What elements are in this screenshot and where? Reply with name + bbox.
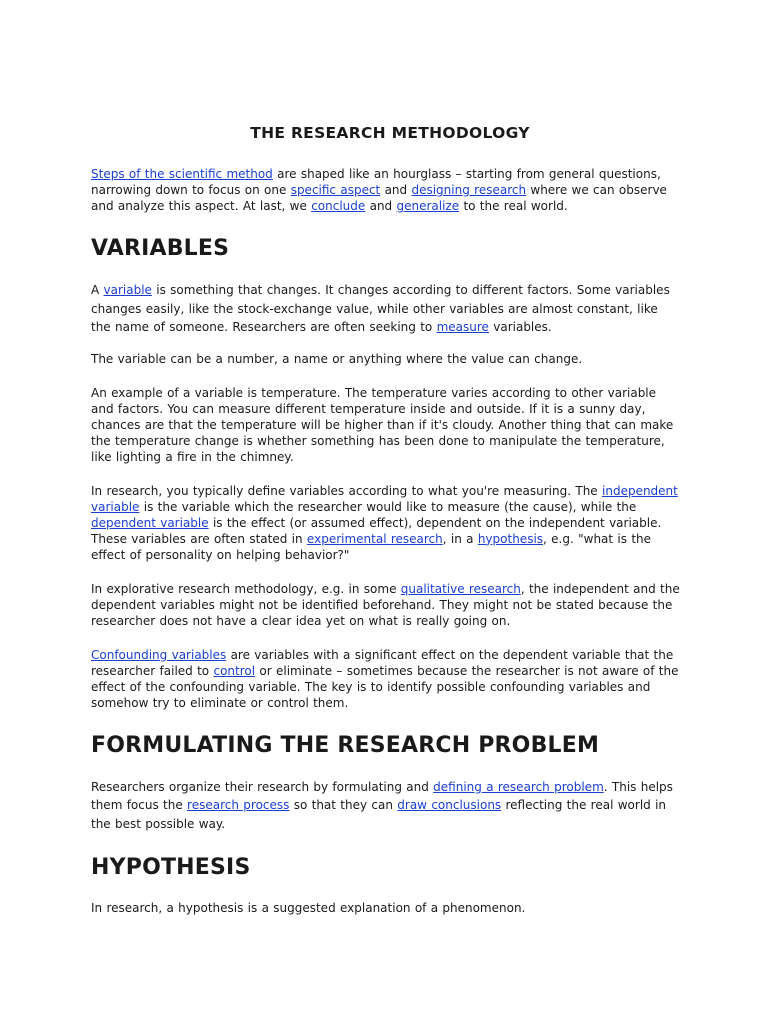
link-defining-research-problem[interactable]: defining a research problem bbox=[433, 779, 604, 794]
link-draw-conclusions[interactable]: draw conclusions bbox=[397, 798, 502, 812]
link-specific-aspect[interactable]: specific aspect bbox=[290, 183, 381, 197]
link-variable[interactable]: variable bbox=[103, 283, 152, 297]
variables-paragraph-3: An example of a variable is temperature. The temperature varies according to other variable and factors. You can measure different temperature inside and outside. If it is a sunny day, chances are that the temperature will be higher than if it's cloudy. Another thing that can make the temperature change is whether something has been done to manipulate the temperature, like lighting a fire in the chimney. bbox=[91, 385, 674, 464]
link-hypothesis[interactable]: hypothesis bbox=[477, 531, 544, 546]
link-measure[interactable]: measure bbox=[436, 320, 489, 334]
link-research-process[interactable]: research process bbox=[187, 798, 290, 812]
link-experimental-research[interactable]: experimental research bbox=[306, 531, 443, 546]
intro-paragraph: Steps of the scientific method are shaped like an hourglass – starting from general questions, narrowing down to focus on one specific aspect and designing research where we can observe and analyze this aspect. At last, we conclude and generalize to the real world. bbox=[91, 167, 667, 213]
variables-paragraph-4: In research, you typically define variables according to what you're measuring. The independent variable is the variable which the researcher would like to measure (the cause), while the dependent variable is the effect (or assumed effect), dependent on the independent variable. These variables are often stated in experimental research, in a hypothesis, e.g. "what is the effect of personality on helping behavior?" bbox=[91, 483, 678, 562]
heading-variables: VARIABLES bbox=[91, 236, 230, 261]
link-conclude[interactable]: conclude bbox=[311, 199, 366, 213]
problem-paragraph-1: Researchers organize their research by formulating and defining a research problem. This helps them focus the research process so that they can draw conclusions reflecting the real world in the best possible way. bbox=[91, 779, 673, 831]
document-page bbox=[91, 124, 681, 930]
variables-paragraph-2: The variable can be a number, a name or anything where the value can change. bbox=[91, 351, 583, 366]
heading-formulating-research-problem: FORMULATING THE RESEARCH PROBLEM bbox=[91, 732, 600, 758]
link-dependent-variable[interactable]: dependent variable bbox=[91, 515, 209, 530]
variables-paragraph-5: In explorative research methodology, e.g. in some qualitative research, the independent and the dependent variables might not be identified beforehand. They might not be stated because the researcher does not have a clear idea yet on what is really going on. bbox=[91, 581, 680, 628]
link-steps-scientific-method[interactable]: Steps of the scientific method bbox=[91, 167, 273, 181]
document-title: THE RESEARCH METHODOLOGY bbox=[250, 124, 530, 142]
link-qualitative-research[interactable]: qualitative research bbox=[400, 581, 521, 596]
link-independent-variable[interactable]: independent variable bbox=[91, 483, 678, 514]
link-control[interactable]: control bbox=[213, 663, 256, 678]
link-generalize[interactable]: generalize bbox=[396, 199, 460, 213]
heading-hypothesis: HYPOTHESIS bbox=[91, 855, 251, 880]
link-confounding-variables[interactable]: Confounding variables bbox=[91, 647, 227, 662]
variables-paragraph-1: A variable is something that changes. It changes according to different factors. Some variables changes easily, like the stock-exchange value, while other variables are almost constant, like the name of someone. Researchers are often seeking to measure variables. bbox=[91, 283, 670, 334]
hypothesis-paragraph-1: In research, a hypothesis is a suggested explanation of a phenomenon. bbox=[91, 901, 526, 915]
variables-paragraph-6: Confounding variables are variables with a significant effect on the dependent variable that the researcher failed to control or eliminate – sometimes because the researcher is not aware of the effect of the confounding variable. The key is to identify possible confounding variables and somehow try to eliminate or control them. bbox=[91, 647, 679, 710]
link-designing-research[interactable]: designing research bbox=[411, 183, 527, 197]
